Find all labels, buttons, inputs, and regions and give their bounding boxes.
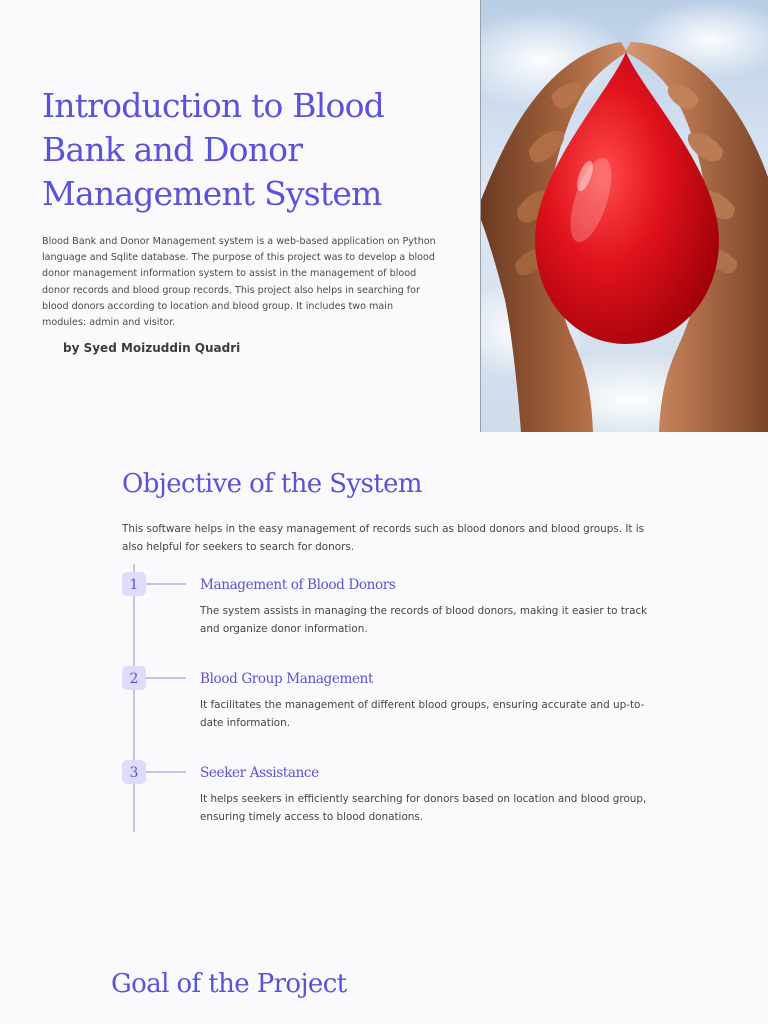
objective-timeline [122,564,662,834]
step-description: It facilitates the management of different blood groups, ensuring accurate and up-to-date information. [200,699,645,729]
step-connector [146,583,186,585]
step-title: Blood Group Management [200,671,374,687]
goal-section [111,966,347,1002]
step-title: Seeker Assistance [200,765,319,781]
step-connector [146,677,186,679]
step-number-badge: 2 [122,666,146,690]
goal-title: Goal of the Project [111,969,347,999]
page-title: Introduction to Blood Bank and Donor Management System [42,86,384,213]
objective-section [122,466,652,556]
objective-description: This software helps in the easy management of records such as blood donors and blood groups. It is also helpful for seekers to search for donors. [122,523,645,553]
hero-description: Blood Bank and Donor Management system is a web-based application on Python language and Sqlite database. The purpose of this project was to develop a blood donor management information system to assist in the management of blood donor records and blood group records. This project also helps in searching for blood donors according to location and blood group. It includes two main modules: admin and visitor. [42,236,436,329]
step-connector [146,771,186,773]
blood-drop-hands-image [480,0,768,432]
step-number-badge: 3 [122,760,146,784]
step-number-badge: 1 [122,572,146,596]
step-description: It helps seekers in efficiently searching for donors based on location and blood group, ensuring timely access to blood donations. [200,793,647,823]
objective-title: Objective of the System [122,469,422,499]
hero-text-block [42,84,442,355]
step-title: Management of Blood Donors [200,577,396,593]
author-byline: by Syed Moizuddin Quadri [63,341,241,356]
timeline-line [133,564,135,832]
step-description: The system assists in managing the records of blood donors, making it easier to track and organize donor information. [200,605,648,635]
